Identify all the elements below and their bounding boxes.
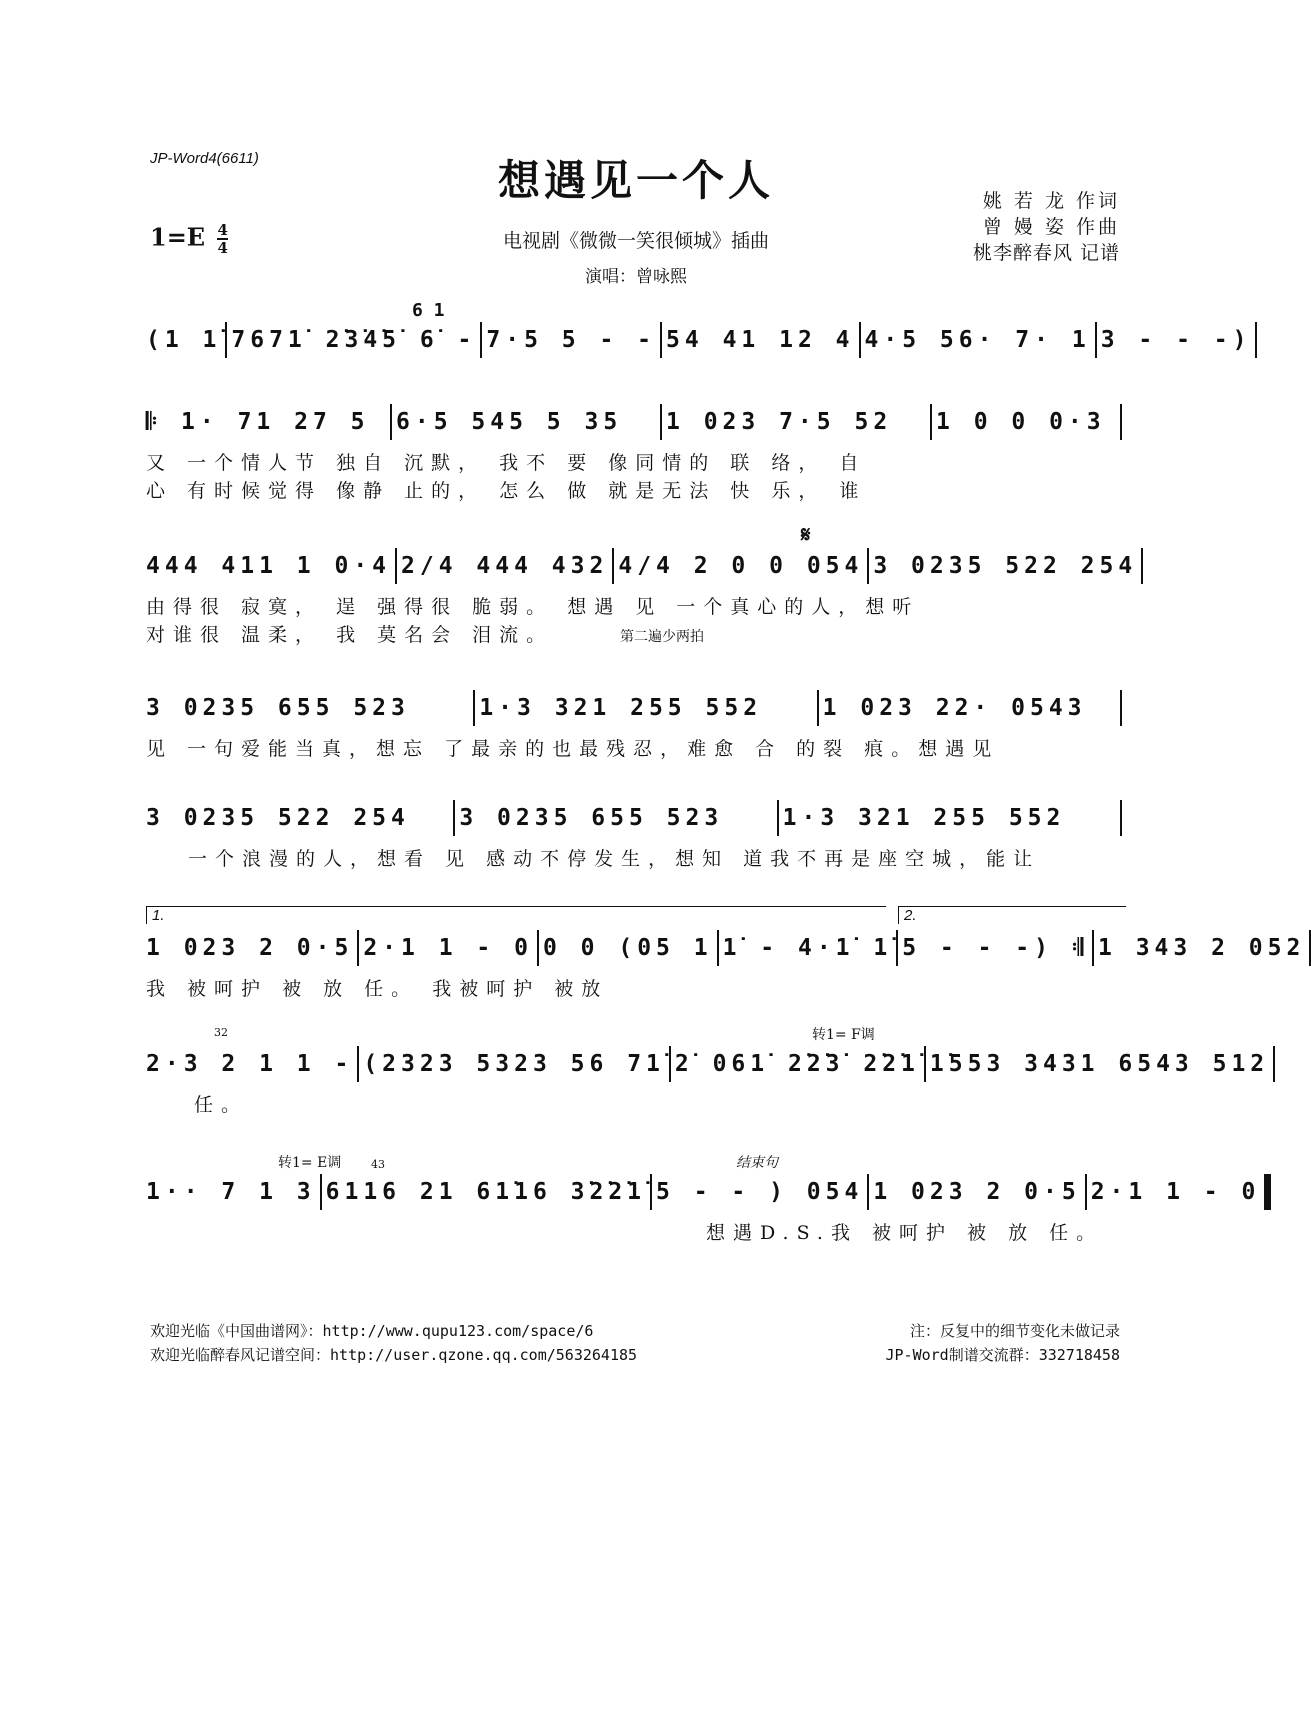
barline [717,930,719,966]
composer-credit: 曾 嫚 姿 作曲 [982,216,1120,238]
barline [930,404,932,440]
time-signature-bottom: 4 [217,239,228,257]
repeat-note: 第二遍少两拍 [620,629,704,645]
measure: 7·5 5 - - [486,327,657,353]
lyric-verse-2: 心 有时候觉得 像静 止的， 怎么 做 就是无法 快 乐， 谁 [146,480,867,502]
barline [395,548,397,584]
measure: 1 343 2 052 [1098,935,1306,961]
measure: 54 41 12 4 [666,327,855,353]
barline [924,1046,926,1082]
lyric-line: 我 被呵护 被 放 任。 我被呵护 被放 [146,978,609,1000]
lyric-verse-2: 对谁很 温柔， 我 莫名会 泪流。 [146,624,554,646]
music-line [146,1046,1270,1082]
grace-note: 32 [214,1026,228,1039]
volta-second-ending: 2. [898,906,1126,924]
lyric-line: 一个浪漫的人，想看 见 感动不停发生，想知 道我不再是座空城，能让 [188,848,1041,870]
measure: (1 1̇ [146,327,222,353]
lyric-line: 想遇D.S.我 被呵护 被 放 任。 [706,1222,1104,1244]
measure: 2·1 1 - 0 [1090,1179,1261,1205]
measure: (2323 5323 56 71̇ [363,1051,665,1077]
score-row [146,690,1126,780]
barline [357,1046,359,1082]
lyric-line: 见 一句爱能当真，想忘 了最亲的也最残忍，难愈 合 的裂 痕。想遇见 [146,738,1000,760]
footer-note: 注：反复中的细节变化未做记录 [909,1322,1120,1340]
score-row [146,522,1138,646]
measure: 6·5 545 5 35 [396,409,623,435]
barline [480,322,482,358]
barline [1085,1174,1087,1210]
music-line [146,548,1138,584]
score-row [146,404,1126,502]
software-label: JP-Word4(6611) [150,150,259,167]
grace-note: 43 [371,1158,385,1171]
measure: 1 023 2 0·5 [146,935,354,961]
final-barline [1264,1174,1271,1210]
barline [867,1174,869,1210]
barline [453,800,455,836]
measure: 2/4 444 432 [401,553,609,579]
barline [777,800,779,836]
barline [1120,800,1122,836]
music-line [146,1174,1261,1210]
measure: 7671̇ 2̇3̇4̇5̇ 6̇ - [231,327,477,353]
lyric-verse-1: 由得很 寂寞， 逞 强得很 脆弱。 想遇 见 一个真心的人，想听 [146,596,920,618]
upper-notes: 6 1 [412,300,445,321]
measure: 444 411 1 0·4 [146,553,392,579]
score-row [146,800,1126,890]
measure: 1·3 321 255 552 [479,695,763,721]
score-row [146,907,1306,1020]
subtitle: 电视剧《微微一笑很倾城》插曲 [502,230,769,252]
measure: 1 0 0 0·3 [936,409,1106,435]
measure: 0 0 (05 1 [542,935,713,961]
footer-link-qupu: 欢迎光临《中国曲谱网》：http://www.qupu123.com/space/6 [150,1322,594,1340]
key-label: 1=E [150,222,206,252]
measure: 2̇ 061̇ 2̇2̇3̇ 2̇2̇1̇ [674,1051,920,1077]
music-line [146,404,1126,440]
measure: 3 0235 655 523 [459,805,724,831]
barline [669,1046,671,1082]
barline [859,322,861,358]
modulation-f-label: 转1= F调 [812,1027,875,1043]
footer-link-qzone: 欢迎光临醉春风记谱空间：http://user.qzone.qq.com/563264185 [150,1346,638,1364]
barline [537,930,539,966]
measure: 2·3 2 1 1 - [146,1051,354,1077]
measure: 1 023 22· 0543 [822,695,1087,721]
measure: 5 - - ) 054 [656,1179,864,1205]
measure: 4/4 2 0 0 054 [618,553,864,579]
measure: 3 - - -) [1100,327,1252,353]
measure: 1̇ - 4·1̇ 1̇ [722,935,893,961]
music-line [146,322,1252,358]
barline [357,930,359,966]
segno-symbol: 𝄋 [801,522,811,548]
measure: 3 0235 522 254 [146,805,410,831]
singer: 演唱：曾咏熙 [585,267,687,287]
time-signature-top: 4 [217,221,228,239]
barline [1141,548,1143,584]
barline [1255,322,1257,358]
barline [1120,690,1122,726]
barline [1095,322,1097,358]
measure: 2·1 1 - 0 [363,935,533,961]
barline [896,930,898,966]
score-row [146,1155,1261,1264]
measure: 6116 21 61̇16 3̇2̇2̇1̇ [325,1179,647,1205]
measure: 3 0235 522 254 [873,553,1138,579]
lyricist-credit: 姚 若 龙 作词 [982,190,1120,212]
lyric-verse-1: 又 一个情人节 独自 沉默， 我不 要 像同情的 联 络， 自 [146,452,867,474]
barline [473,690,475,726]
measure: 1̇553 3431 6543 512 [929,1051,1270,1077]
measure: 1 023 7·5 52 [666,409,893,435]
measure: 𝄆 1· 71 27 5 [146,409,370,435]
barline [867,548,869,584]
measure: 5 - - -) 𝄇 [902,935,1089,961]
barline [612,548,614,584]
volta-first-ending: 1. [146,906,886,924]
barline [817,690,819,726]
measure: 4·5 56· 7· 1 [864,327,1091,353]
score-row [146,300,1252,412]
barline [1120,404,1122,440]
barline [660,322,662,358]
page-title: 想遇见一个人 [497,156,774,205]
music-line [146,800,1126,836]
measure: 1·3 321 255 552 [782,805,1066,831]
score-row [146,1026,1270,1136]
measure: 1 023 2 0·5 [873,1179,1081,1205]
music-line [146,690,1126,726]
measure: 3 0235 655 523 [146,695,410,721]
transcriber-credit: 桃李醉春风 记谱 [972,242,1120,264]
modulation-e-label: 转1= E调 [278,1155,342,1171]
music-line [146,930,1306,966]
barline [320,1174,322,1210]
footer-group: JP-Word制谱交流群：332718458 [885,1346,1120,1364]
ending-label: 结束句 [736,1155,778,1171]
barline [660,404,662,440]
barline [1092,930,1094,966]
barline [225,322,227,358]
barline [650,1174,652,1210]
lyric-line: 任。 [194,1094,249,1116]
measure: 1·· 7 1 3 [146,1179,316,1205]
barline [1273,1046,1275,1082]
barline [390,404,392,440]
